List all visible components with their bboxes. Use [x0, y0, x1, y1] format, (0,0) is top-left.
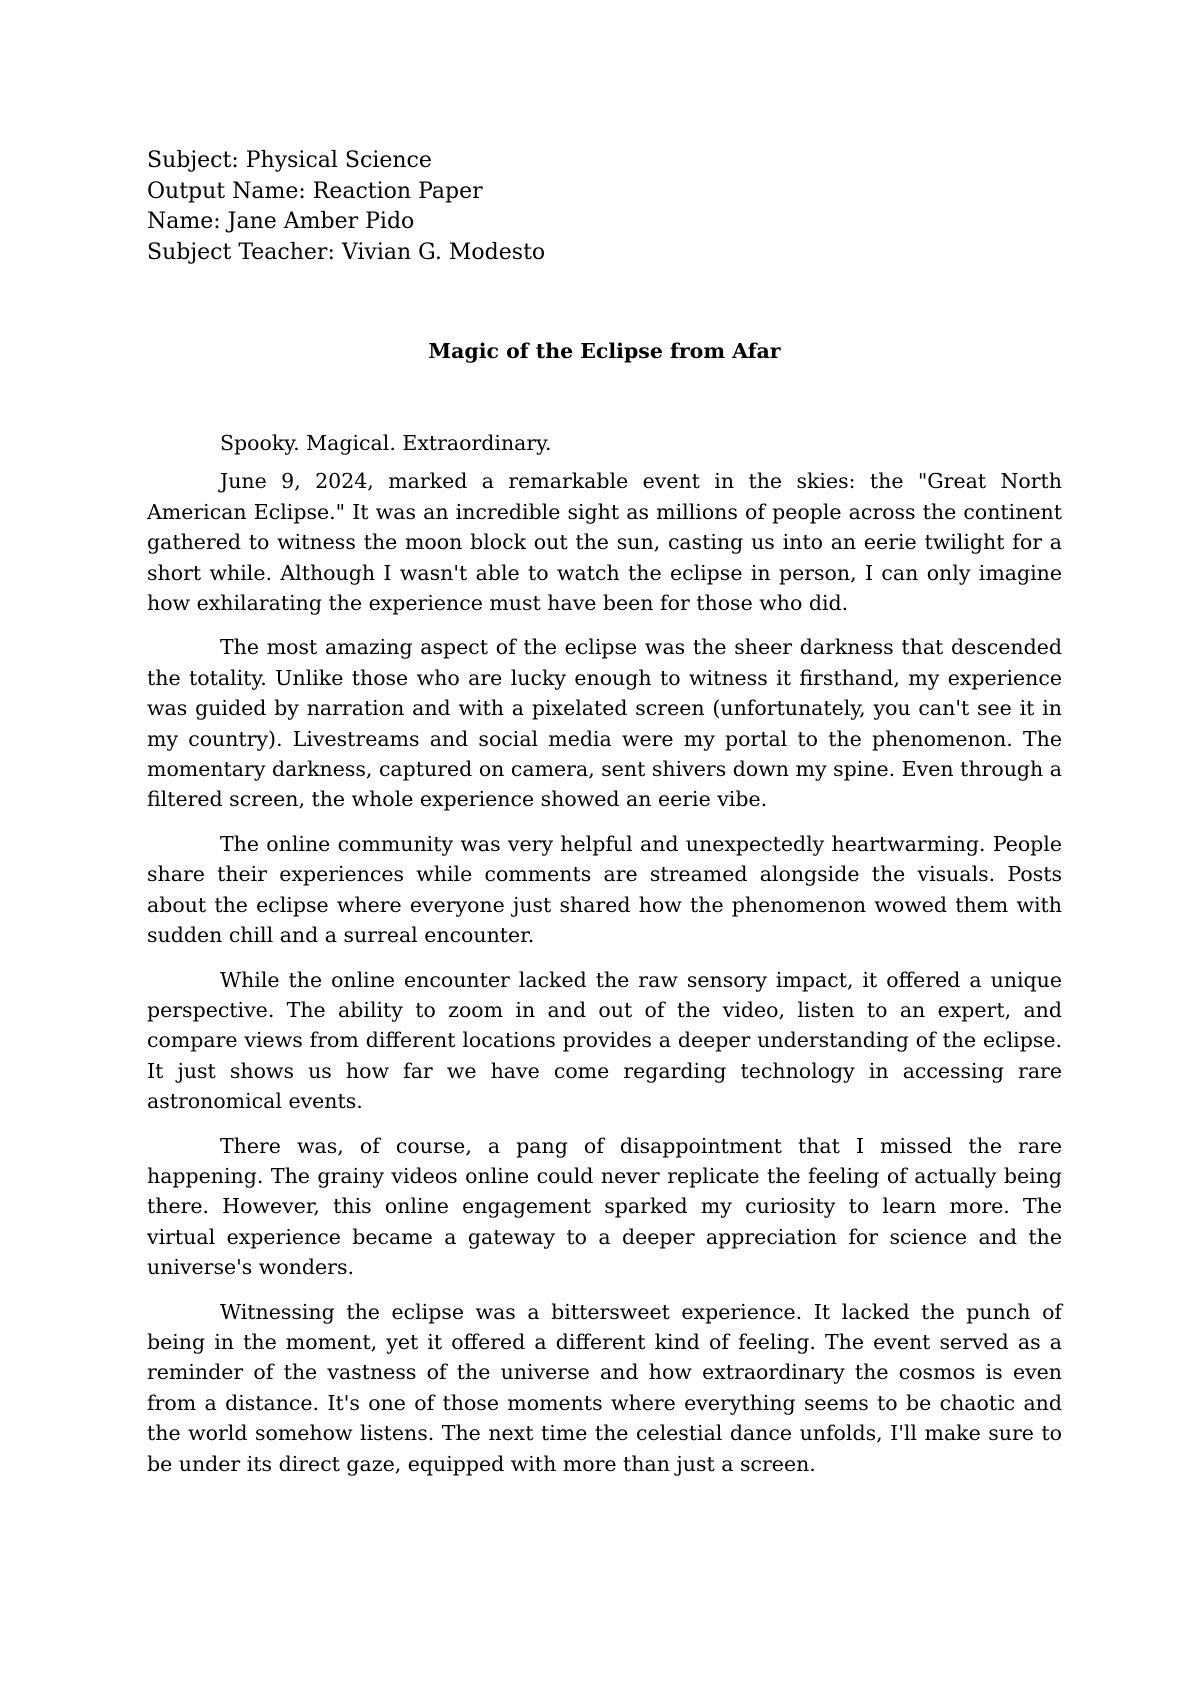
document-header: [147, 146, 1062, 268]
paragraph: While the online encounter lacked the raw sensory impact, it offered a unique perspective. The ability to zoom in and out of the video, listen to an expert, and compare views from different locations provides a deeper understanding of the eclipse. It just shows us how far we have come regarding technology in accessing rare astronomical events.: [147, 967, 1062, 1114]
output-name-line: Output Name: Reaction Paper: [147, 178, 483, 204]
paragraph: June 9, 2024, marked a remarkable event in the skies: the "Great North American Eclipse." It was an incredible sight as millions of people across the continent gathered to witness the moon block out the sun, casting us into an eerie twilight for a short while. Although I wasn't able to watch the eclipse in person, I can only imagine how exhilarating the experience must have been for those who did.: [147, 469, 1062, 616]
paragraph: There was, of course, a pang of disappointment that I missed the rare happening. The grainy videos online could never replicate the feeling of actually being there. However, this online engagement sparked my curiosity to learn more. The virtual experience became a gateway to a deeper appreciation for science and the universe's wonders.: [147, 1133, 1062, 1280]
teacher-line: Subject Teacher: Vivian G. Modesto: [147, 239, 546, 265]
student-name-line: Name: Jane Amber Pido: [147, 209, 415, 234]
paragraph-opening: Spooky. Magical. Extraordinary.: [220, 431, 552, 455]
subject-line: Subject: Physical Science: [147, 148, 432, 173]
document-title: Magic of the Eclipse from Afar: [428, 339, 781, 363]
document-body: [147, 428, 1062, 1493]
paragraph: The most amazing aspect of the eclipse was the sheer darkness that descended the totality. Unlike those who are lucky enough to witness it firsthand, my experience was guided by narration and with a pixelated screen (unfortunately, you can't see it in my country). Livestreams and social media were my portal to the phenomenon. The momentary darkness, captured on camera, sent shivers down my spine. Even through a filtered screen, the whole experience showed an eerie vibe.: [147, 635, 1062, 812]
paragraph: Witnessing the eclipse was a bittersweet experience. It lacked the punch of being in the moment, yet it offered a different kind of feeling. The event served as a reminder of the vastness of the universe and how extraordinary the cosmos is even from a distance. It's one of those moments where everything seems to be chaotic and the world somehow listens. The next time the celestial dance unfolds, I'll make sure to be under its direct gaze, equipped with more than just a screen.: [147, 1299, 1062, 1476]
paragraph: The online community was very helpful and unexpectedly heartwarming. People share their experiences while comments are streamed alongside the visuals. Posts about the eclipse where everyone just shared how the phenomenon wowed them with sudden chill and a surreal encounter.: [147, 831, 1062, 948]
document-page: [147, 146, 1062, 1476]
